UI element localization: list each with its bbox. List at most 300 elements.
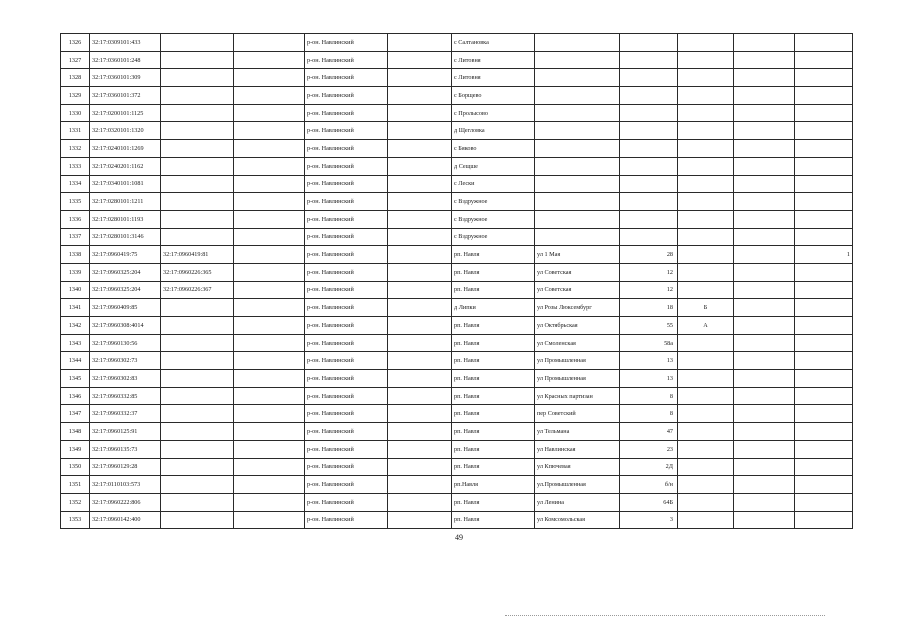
settlement-name: рп. Навля [452, 317, 535, 335]
empty-cell [734, 299, 795, 317]
extra-value [795, 387, 853, 405]
row-number: 1347 [61, 405, 90, 423]
related-cadastral-number [161, 69, 234, 87]
cadastral-number: 32:17:0960222:806 [90, 493, 161, 511]
extra-value [795, 493, 853, 511]
region-name: р-он. Навлинский [305, 511, 388, 529]
related-cadastral-number [161, 140, 234, 158]
empty-cell [734, 51, 795, 69]
empty-cell [234, 104, 305, 122]
empty-cell [234, 122, 305, 140]
house-number: 12 [620, 281, 678, 299]
street-name [535, 157, 620, 175]
street-name [535, 51, 620, 69]
house-number: 13 [620, 370, 678, 388]
house-number: 18 [620, 299, 678, 317]
settlement-name: рп. Навля [452, 263, 535, 281]
row-number: 1328 [61, 69, 90, 87]
house-litera [678, 140, 734, 158]
related-cadastral-number [161, 405, 234, 423]
empty-cell [234, 299, 305, 317]
empty-cell [388, 423, 452, 441]
cadastral-number: 32:17:0960129:28 [90, 458, 161, 476]
house-litera [678, 405, 734, 423]
empty-cell [388, 476, 452, 494]
empty-cell [388, 458, 452, 476]
empty-cell [388, 281, 452, 299]
empty-cell [234, 476, 305, 494]
related-cadastral-number [161, 476, 234, 494]
street-name: ул Навлинская [535, 440, 620, 458]
empty-cell [734, 458, 795, 476]
settlement-name: рп. Навля [452, 511, 535, 529]
empty-cell [234, 334, 305, 352]
settlement-name: рп.Навля [452, 476, 535, 494]
empty-cell [734, 140, 795, 158]
empty-cell [734, 334, 795, 352]
house-litera: Б [678, 299, 734, 317]
settlement-name: с Литовня [452, 51, 535, 69]
empty-cell [734, 34, 795, 52]
empty-cell [234, 193, 305, 211]
house-number [620, 210, 678, 228]
related-cadastral-number [161, 34, 234, 52]
house-litera [678, 246, 734, 264]
house-litera [678, 458, 734, 476]
table-row [61, 317, 853, 335]
related-cadastral-number [161, 387, 234, 405]
cadastral-number: 32:17:0280101:3146 [90, 228, 161, 246]
empty-cell [234, 458, 305, 476]
settlement-name: рп. Навля [452, 370, 535, 388]
table-row [61, 334, 853, 352]
empty-cell [388, 440, 452, 458]
house-number [620, 104, 678, 122]
extra-value [795, 458, 853, 476]
house-number: 2Д [620, 458, 678, 476]
table-row [61, 175, 853, 193]
cadastral-number: 32:17:0200101:1125 [90, 104, 161, 122]
extra-value [795, 87, 853, 105]
row-number: 1352 [61, 493, 90, 511]
region-name: р-он. Навлинский [305, 228, 388, 246]
street-name: пер Советский [535, 405, 620, 423]
house-litera [678, 370, 734, 388]
house-number: 8 [620, 387, 678, 405]
house-number [620, 140, 678, 158]
settlement-name: с Вздружное [452, 228, 535, 246]
related-cadastral-number [161, 299, 234, 317]
related-cadastral-number [161, 317, 234, 335]
street-name: ул Кпючевая [535, 458, 620, 476]
row-number: 1345 [61, 370, 90, 388]
cadastral-number: 32:17:0360101:309 [90, 69, 161, 87]
region-name: р-он. Навлинский [305, 140, 388, 158]
extra-value [795, 317, 853, 335]
empty-cell [234, 69, 305, 87]
cadastral-number: 32:17:0960325:204 [90, 263, 161, 281]
row-number: 1350 [61, 458, 90, 476]
extra-value [795, 440, 853, 458]
row-number: 1336 [61, 210, 90, 228]
extra-value [795, 69, 853, 87]
empty-cell [234, 405, 305, 423]
row-number: 1326 [61, 34, 90, 52]
region-name: р-он. Навлинский [305, 370, 388, 388]
cadastral-number: 32:17:0960130:56 [90, 334, 161, 352]
row-number: 1342 [61, 317, 90, 335]
extra-value [795, 104, 853, 122]
empty-cell [388, 246, 452, 264]
house-number: 23 [620, 440, 678, 458]
settlement-name: рп. Навля [452, 281, 535, 299]
empty-cell [734, 228, 795, 246]
table-row [61, 69, 853, 87]
empty-cell [234, 317, 305, 335]
empty-cell [734, 193, 795, 211]
empty-cell [734, 246, 795, 264]
row-number: 1337 [61, 228, 90, 246]
empty-cell [388, 51, 452, 69]
street-name [535, 104, 620, 122]
street-name: ул Комсомольская [535, 511, 620, 529]
house-litera [678, 440, 734, 458]
empty-cell [388, 87, 452, 105]
empty-cell [234, 352, 305, 370]
region-name: р-он. Навлинский [305, 51, 388, 69]
table-row [61, 493, 853, 511]
region-name: р-он. Навлинский [305, 476, 388, 494]
related-cadastral-number [161, 51, 234, 69]
row-number: 1334 [61, 175, 90, 193]
related-cadastral-number: 32:17:0960226:367 [161, 281, 234, 299]
row-number: 1353 [61, 511, 90, 529]
table-row [61, 511, 853, 529]
empty-cell [734, 122, 795, 140]
related-cadastral-number [161, 334, 234, 352]
region-name: р-он. Навлинский [305, 440, 388, 458]
empty-cell [234, 511, 305, 529]
region-name: р-он. Навлинский [305, 104, 388, 122]
empty-cell [734, 157, 795, 175]
house-litera [678, 493, 734, 511]
house-litera [678, 210, 734, 228]
house-number: 55 [620, 317, 678, 335]
street-name: ул Советская [535, 281, 620, 299]
house-litera [678, 263, 734, 281]
house-number: 8 [620, 405, 678, 423]
extra-value [795, 352, 853, 370]
region-name: р-он. Навлинский [305, 34, 388, 52]
table-row [61, 440, 853, 458]
table-row [61, 51, 853, 69]
empty-cell [388, 34, 452, 52]
region-name: р-он. Навлинский [305, 69, 388, 87]
table-row [61, 281, 853, 299]
region-name: р-он. Навлинский [305, 405, 388, 423]
related-cadastral-number [161, 228, 234, 246]
cadastral-number: 32:17:0960409:85 [90, 299, 161, 317]
related-cadastral-number [161, 440, 234, 458]
empty-cell [734, 493, 795, 511]
house-litera [678, 281, 734, 299]
street-name [535, 69, 620, 87]
empty-cell [734, 281, 795, 299]
cadastral-number: 32:17:0960419:75 [90, 246, 161, 264]
related-cadastral-number [161, 423, 234, 441]
empty-cell [234, 440, 305, 458]
table-row [61, 405, 853, 423]
empty-cell [234, 210, 305, 228]
empty-cell [734, 175, 795, 193]
empty-cell [388, 69, 452, 87]
row-number: 1339 [61, 263, 90, 281]
house-number [620, 87, 678, 105]
row-number: 1333 [61, 157, 90, 175]
house-litera [678, 228, 734, 246]
related-cadastral-number [161, 157, 234, 175]
empty-cell [388, 263, 452, 281]
region-name: р-он. Навлинский [305, 175, 388, 193]
row-number: 1329 [61, 87, 90, 105]
settlement-name: д Щегловка [452, 122, 535, 140]
row-number: 1331 [61, 122, 90, 140]
house-number: 28 [620, 246, 678, 264]
extra-value [795, 405, 853, 423]
related-cadastral-number [161, 493, 234, 511]
region-name: р-он. Навлинский [305, 281, 388, 299]
empty-cell [388, 228, 452, 246]
cadastral-number: 32:17:0960302:73 [90, 352, 161, 370]
empty-cell [734, 87, 795, 105]
region-name: р-он. Навлинский [305, 423, 388, 441]
empty-cell [388, 157, 452, 175]
settlement-name: с Салтановка [452, 34, 535, 52]
house-number [620, 157, 678, 175]
street-name: ул Промышленная [535, 370, 620, 388]
empty-cell [734, 352, 795, 370]
row-number: 1327 [61, 51, 90, 69]
street-name [535, 228, 620, 246]
region-name: р-он. Навлинский [305, 458, 388, 476]
house-number [620, 69, 678, 87]
house-litera [678, 334, 734, 352]
settlement-name: рп. Навля [452, 440, 535, 458]
extra-value [795, 476, 853, 494]
street-name: ул Розы Люксембург [535, 299, 620, 317]
house-litera [678, 87, 734, 105]
table-row [61, 193, 853, 211]
street-name: ул Промышленная [535, 352, 620, 370]
house-litera [678, 51, 734, 69]
extra-value: 1 [795, 246, 853, 264]
region-name: р-он. Навлинский [305, 210, 388, 228]
region-name: р-он. Навлинский [305, 87, 388, 105]
cadastral-number: 32:17:0360101:372 [90, 87, 161, 105]
street-name [535, 34, 620, 52]
settlement-name: рп. Навля [452, 246, 535, 264]
extra-value [795, 423, 853, 441]
scan-noise [505, 615, 825, 618]
empty-cell [388, 140, 452, 158]
empty-cell [388, 210, 452, 228]
empty-cell [734, 69, 795, 87]
row-number: 1346 [61, 387, 90, 405]
settlement-name: рп. Навля [452, 334, 535, 352]
table-row [61, 157, 853, 175]
region-name: р-он. Навлинский [305, 493, 388, 511]
cadastral-number: 32:17:0960332:37 [90, 405, 161, 423]
empty-cell [388, 317, 452, 335]
house-litera [678, 175, 734, 193]
empty-cell [734, 511, 795, 529]
table-row [61, 228, 853, 246]
extra-value [795, 281, 853, 299]
empty-cell [234, 263, 305, 281]
house-number [620, 122, 678, 140]
region-name: р-он. Навлинский [305, 263, 388, 281]
table-row [61, 263, 853, 281]
street-name [535, 193, 620, 211]
settlement-name: рп. Навля [452, 458, 535, 476]
cadastral-number: 32:17:0960325:204 [90, 281, 161, 299]
empty-cell [234, 175, 305, 193]
house-number [620, 175, 678, 193]
extra-value [795, 511, 853, 529]
empty-cell [388, 299, 452, 317]
region-name: р-он. Навлинский [305, 387, 388, 405]
empty-cell [234, 157, 305, 175]
empty-cell [734, 440, 795, 458]
extra-value [795, 263, 853, 281]
related-cadastral-number [161, 122, 234, 140]
cadastral-number: 32:17:0240201:1162 [90, 157, 161, 175]
empty-cell [234, 493, 305, 511]
row-number: 1341 [61, 299, 90, 317]
empty-cell [388, 370, 452, 388]
row-number: 1340 [61, 281, 90, 299]
settlement-name: рп. Навля [452, 493, 535, 511]
cadastral-number: 32:17:0320101:1320 [90, 122, 161, 140]
empty-cell [388, 122, 452, 140]
related-cadastral-number [161, 511, 234, 529]
table-row [61, 423, 853, 441]
table-row [61, 210, 853, 228]
table-row [61, 370, 853, 388]
empty-cell [734, 423, 795, 441]
extra-value [795, 175, 853, 193]
house-number: 47 [620, 423, 678, 441]
settlement-name: рп. Навля [452, 405, 535, 423]
empty-cell [734, 104, 795, 122]
extra-value [795, 51, 853, 69]
extra-value [795, 228, 853, 246]
related-cadastral-number: 32:17:0960419:81 [161, 246, 234, 264]
empty-cell [388, 405, 452, 423]
street-name: ул Смоленская [535, 334, 620, 352]
empty-cell [734, 210, 795, 228]
row-number: 1344 [61, 352, 90, 370]
related-cadastral-number [161, 352, 234, 370]
empty-cell [734, 370, 795, 388]
house-number: 3 [620, 511, 678, 529]
table-row [61, 140, 853, 158]
street-name [535, 122, 620, 140]
region-name: р-он. Навлинский [305, 246, 388, 264]
empty-cell [234, 246, 305, 264]
table-row [61, 476, 853, 494]
table-row [61, 87, 853, 105]
empty-cell [234, 140, 305, 158]
extra-value [795, 334, 853, 352]
house-number [620, 51, 678, 69]
related-cadastral-number: 32:17:0960226:365 [161, 263, 234, 281]
street-name [535, 210, 620, 228]
house-litera [678, 476, 734, 494]
row-number: 1330 [61, 104, 90, 122]
extra-value [795, 210, 853, 228]
row-number: 1338 [61, 246, 90, 264]
empty-cell [388, 352, 452, 370]
related-cadastral-number [161, 370, 234, 388]
street-name: ул Красных партизан [535, 387, 620, 405]
house-number [620, 34, 678, 52]
cadastral-number: 32:17:0280101:1211 [90, 193, 161, 211]
empty-cell [388, 104, 452, 122]
cadastral-number: 32:17:0110103:573 [90, 476, 161, 494]
extra-value [795, 34, 853, 52]
cadastral-number: 32:17:0960125:91 [90, 423, 161, 441]
settlement-name: с Пролысово [452, 104, 535, 122]
cadastral-number: 32:17:0960302:83 [90, 370, 161, 388]
table-row [61, 104, 853, 122]
row-number: 1343 [61, 334, 90, 352]
region-name: р-он. Навлинский [305, 317, 388, 335]
table-row [61, 246, 853, 264]
region-name: р-он. Навлинский [305, 122, 388, 140]
house-litera [678, 104, 734, 122]
empty-cell [234, 423, 305, 441]
house-number: б/н [620, 476, 678, 494]
extra-value [795, 193, 853, 211]
house-number: 13 [620, 352, 678, 370]
house-litera [678, 352, 734, 370]
settlement-name: рп. Навля [452, 423, 535, 441]
empty-cell [388, 175, 452, 193]
empty-cell [388, 493, 452, 511]
street-name: ул Тельмана [535, 423, 620, 441]
row-number: 1335 [61, 193, 90, 211]
street-name [535, 175, 620, 193]
empty-cell [734, 317, 795, 335]
empty-cell [734, 405, 795, 423]
street-name: ул Советская [535, 263, 620, 281]
empty-cell [234, 34, 305, 52]
empty-cell [234, 228, 305, 246]
settlement-name: с Вздружное [452, 193, 535, 211]
empty-cell [234, 51, 305, 69]
region-name: р-он. Навлинский [305, 193, 388, 211]
house-litera: А [678, 317, 734, 335]
region-name: р-он. Навлинский [305, 157, 388, 175]
related-cadastral-number [161, 175, 234, 193]
settlement-name: с Литовня [452, 69, 535, 87]
table-row [61, 352, 853, 370]
extra-value [795, 122, 853, 140]
cadastral-table [60, 33, 853, 529]
empty-cell [388, 511, 452, 529]
table-row [61, 387, 853, 405]
